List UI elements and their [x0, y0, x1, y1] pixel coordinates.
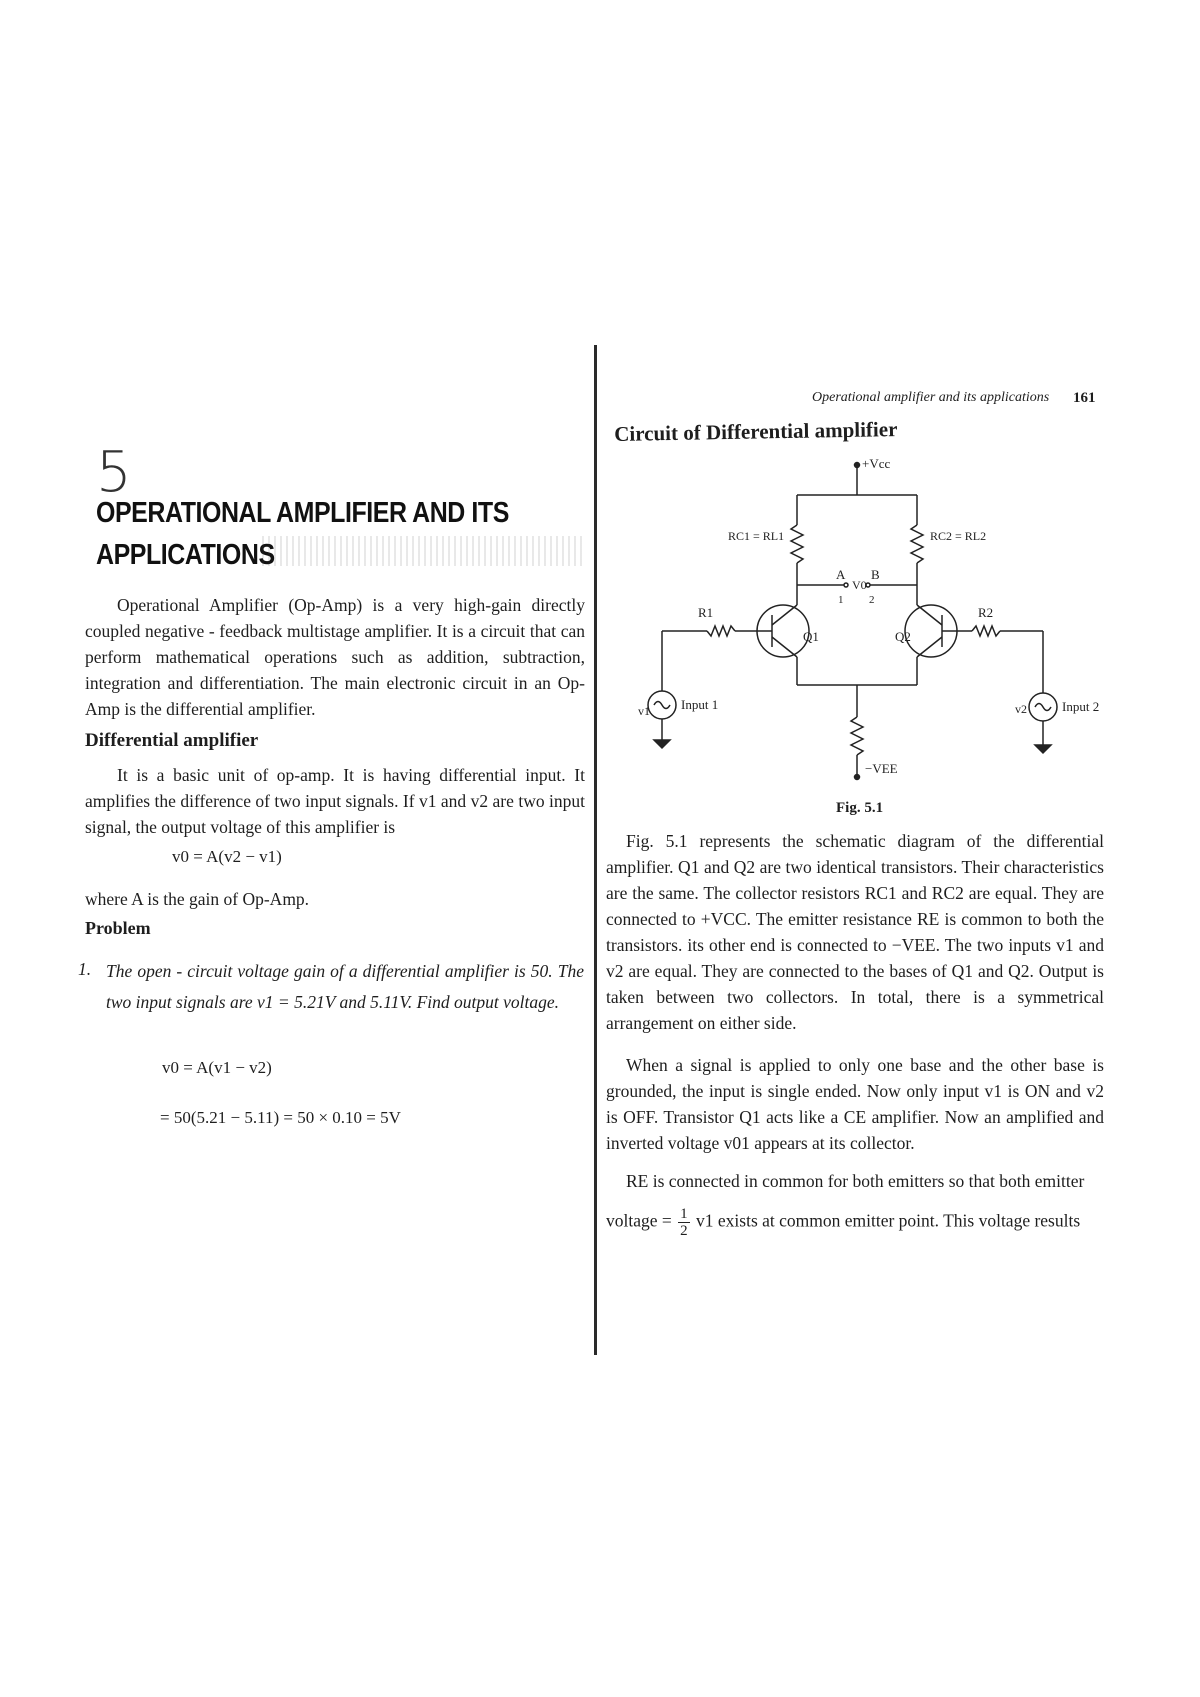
v1-label: v1: [638, 704, 650, 718]
vee-label: −VEE: [865, 761, 898, 776]
paragraph-figure-description: Fig. 5.1 represents the schematic diagram of the differential amplifier. Q1 and Q2 are two identical transistors. Their characteristics are the same. The collector resistors RC1 and RC2 are equal. They are connected to +VCC. The emitter resistance RE is common to both the transistors. its other end is connected to −VEE. The two inputs v1 and v2 are equal. They are connected to the bases of Q1 and Q2. Output is taken between two collectors. In total, there is a symmetrical arrangement on either side.: [606, 831, 1104, 1033]
r2-label: R2: [978, 605, 994, 620]
vee-terminal: [855, 775, 860, 780]
figure-caption: Fig. 5.1: [836, 800, 884, 816]
problem-number: 1.: [78, 959, 92, 979]
decorative-pattern: [262, 536, 582, 566]
vout-label: V0: [852, 578, 867, 592]
page-number: 161: [1073, 390, 1096, 406]
vcc-label: +Vcc: [862, 456, 891, 471]
node-a-label: A: [836, 567, 846, 582]
solution-line1: v0 = A(v1 − v2): [162, 1058, 272, 1077]
r2-resistor: [972, 626, 1000, 636]
paragraph-emitter-voltage: [606, 1206, 1104, 1239]
section-paragraph: It is a basic unit of op-amp. It is having differential input. It amplifies the difference of two input signals. If v1 and v2 are two input signal, the output voltage of this amplifier is: [85, 765, 585, 837]
q2-label: Q2: [895, 629, 911, 644]
chapter-number: 5: [96, 440, 132, 505]
input1-label: Input 1: [681, 697, 719, 712]
re-resistor: [851, 717, 863, 755]
where-text: where A is the gain of Op-Amp.: [85, 889, 310, 909]
problem-heading: Problem: [85, 918, 151, 938]
rc2-label: RC2 = RL2: [930, 529, 987, 543]
running-head: Operational amplifier and its applications: [812, 390, 1050, 405]
r1-resistor: [707, 626, 735, 636]
input2-label: Input 2: [1062, 699, 1100, 714]
q1-label: Q1: [803, 629, 819, 644]
paragraph-single-ended: When a signal is applied to only one base and the other base is grounded, the input is single ended. Now only input v1 is ON and v2 is OFF. Transistor Q1 acts like a CE amplifier. Now an amplified and inverted voltage v01 appears at its collector.: [606, 1055, 1104, 1153]
node-2-label: 2: [869, 594, 875, 606]
chapter-title-line1: OPERATIONAL AMPLIFIER AND ITS: [96, 497, 509, 529]
problem-text: The open - circuit voltage gain of a differential amplifier is 50. The two input signals are v1 = 5.21V and 5.11V. Find output voltage.: [106, 961, 584, 1012]
rc1-resistor: [791, 525, 803, 563]
fraction-one-half: [678, 1206, 690, 1239]
ground-left: [654, 740, 670, 748]
node-b-label: B: [871, 567, 880, 582]
solution-line2: = 50(5.21 − 5.11) = 50 × 0.10 = 5V: [160, 1108, 401, 1127]
rc2-resistor: [911, 525, 923, 563]
rc1-label: RC1 = RL1: [728, 529, 785, 543]
paragraph-emitter: RE is connected in common for both emitters so that both emitter: [626, 1171, 1085, 1191]
node-1-label: 1: [838, 594, 844, 606]
fraction-denominator: 2: [680, 1223, 688, 1239]
v2-label: v2: [1015, 702, 1027, 716]
emitter-voltage-end: v1 exists at common emitter point. This voltage results: [696, 1210, 1081, 1231]
section-title: Circuit of Differential amplifier: [614, 417, 898, 446]
node-a-terminal: [844, 583, 848, 587]
ground-right: [1035, 745, 1051, 753]
section-heading: Differential amplifier: [85, 730, 259, 751]
intro-paragraph: Operational Amplifier (Op-Amp) is a very high-gain directly coupled negative - feedback multistage amplifier. It is a circuit that can perform mathematical operations such as addition, subtraction, integration and differentiation. The main electronic circuit in an Op-Amp is the differential amplifier.: [85, 595, 585, 719]
emitter-voltage-start: voltage =: [606, 1210, 672, 1231]
r1-label: R1: [698, 605, 714, 620]
chapter-title-line2: APPLICATIONS: [96, 539, 275, 571]
differential-amplifier-circuit: [600, 455, 1120, 800]
fraction-numerator: 1: [680, 1206, 688, 1222]
page-gutter-line: [594, 345, 597, 1355]
formula-output-voltage: v0 = A(v2 − v1): [172, 847, 282, 866]
